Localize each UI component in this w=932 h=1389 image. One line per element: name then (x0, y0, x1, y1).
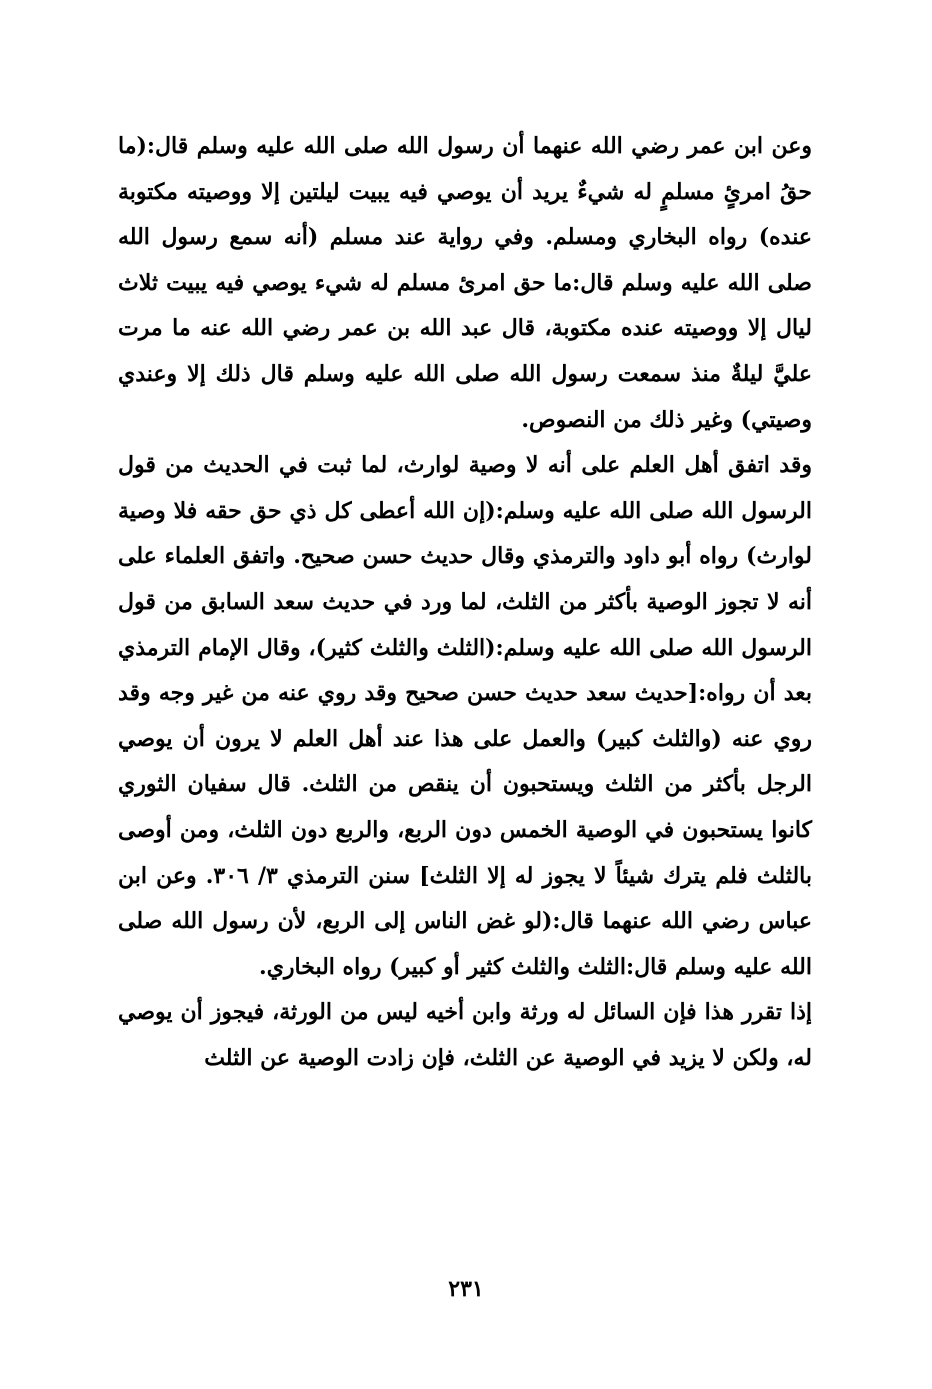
paragraph: وقد اتفق أهل العلم على أنه لا وصية لوارث، لما ثبت في الحديث من قول الرسول الله صلى الله عليه وسلم:(إن الله أعطى كل ذي حق حقه فلا وصية لوارث) رواه أبو داود والترمذي وقال حديث حسن صحيح. واتفق العلماء على أنه لا تجوز الوصية بأكثر من الثلث، لما ورد في حديث سعد السابق من قول الرسول الله صلى الله عليه وسلم:(الثلث والثلث كثير)، وقال الإمام الترمذي بعد أن رواه:[حديث سعد حديث حسن صحيح وقد روي عنه من غير وجه وقد روي عنه (والثلث كبير) والعمل على هذا عند أهل العلم لا يرون أن يوصي الرجل بأكثر من الثلث ويستحبون أن ينقص من الثلث. قال سفيان الثوري كانوا يستحبون في الوصية الخمس دون الربع، والربع دون الثلث، ومن أوصى بالثلث فلم يترك شيئاً لا يجوز له إلا الثلث] سنن الترمذي ٣/ ٣٠٦. وعن ابن عباس رضي الله عنهما قال:(لو غض الناس إلى الربع، لأن رسول الله صلى الله عليه وسلم قال:الثلث والثلث كثير أو كبير) رواه البخاري. (118, 452, 812, 980)
paragraph: إذا تقرر هذا فإن السائل له ورثة وابن أخيه ليس من الورثة، فيجوز أن يوصي له، ولكن لا يزيد في الوصية عن الثلث، فإن زادت الوصية عن الثلث (118, 999, 812, 1071)
body-text (118, 124, 812, 1081)
paragraph: وعن ابن عمر رضي الله عنهما أن رسول الله صلى الله عليه وسلم قال:(ما حقُ امرئٍ مسلمٍ له شيءٌ يريد أن يوصي فيه يبيت ليلتين إلا ووصيته مكتوبة عنده) رواه البخاري ومسلم. وفي رواية عند مسلم (أنه سمع رسول الله صلى الله عليه وسلم قال:ما حق امرئ مسلم له شيء يوصي فيه يبيت ثلاث ليال إلا ووصيته عنده مكتوبة، قال عبد الله بن عمر رضي الله عنه ما مرت عليَّ ليلةٌ منذ سمعت رسول الله صلى الله عليه وسلم قال ذلك إلا وعندي وصيتي) وغير ذلك من النصوص. (118, 133, 812, 433)
page-number: ٢٣١ (448, 1276, 484, 1302)
